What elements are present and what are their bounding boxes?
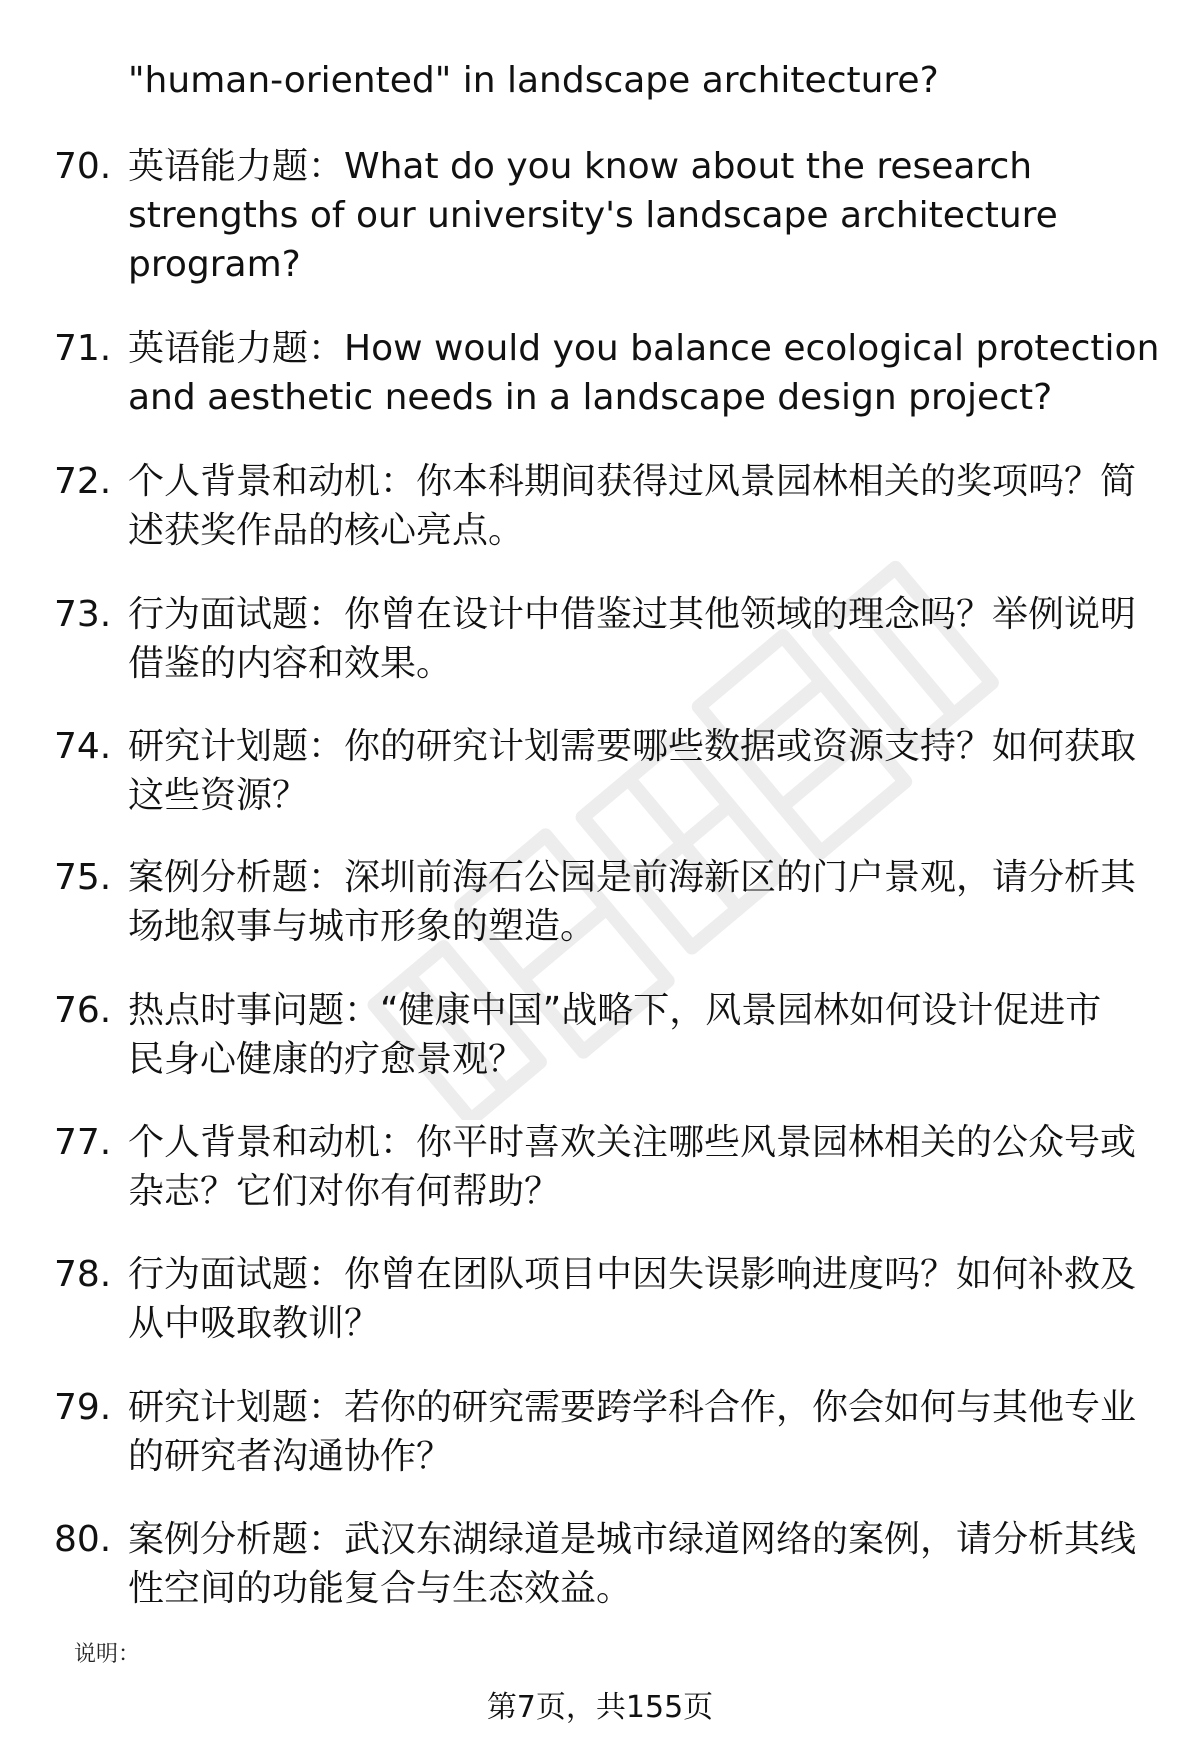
question-number: 77.	[54, 1122, 112, 1163]
question-text	[128, 1118, 1140, 1216]
question-line: 民身心健康的疗愈景观？	[128, 1039, 525, 1080]
question-number: 75.	[54, 857, 112, 898]
question-line: 性空间的功能复合与生态效益。	[128, 1568, 633, 1609]
question-line: 研究计划题：你的研究计划需要哪些数据或资源支持？如何获取	[128, 726, 1137, 767]
question-line: 案例分析题：武汉东湖绿道是城市绿道网络的案例，请分析其线	[128, 1519, 1137, 1560]
question-number: 72.	[54, 461, 112, 502]
question-line: 热点时事问题：“健康中国”战略下，风景园林如何设计促进市	[128, 990, 1102, 1031]
question-line: 这些资源？	[128, 775, 309, 816]
question-text	[128, 590, 1140, 688]
question-number: 71.	[54, 328, 112, 369]
question-text	[128, 142, 1140, 289]
question-line: 个人背景和动机：你本科期间获得过风景园林相关的奖项吗？简	[128, 461, 1137, 502]
question-text	[128, 986, 1140, 1084]
question-number: 80.	[54, 1519, 112, 1560]
question-text	[128, 1515, 1140, 1613]
question-number: 76.	[54, 990, 112, 1031]
question-line: 的研究者沟通协作？	[128, 1436, 453, 1477]
question-line: and aesthetic needs in a landscape design project?	[128, 377, 1053, 418]
question-line: 英语能力题：How would you balance ecological protection	[128, 328, 1160, 369]
question-text	[128, 1250, 1140, 1348]
question-line: 杂志？它们对你有何帮助？	[128, 1171, 561, 1212]
question-number: 74.	[54, 726, 112, 767]
question-number: 79.	[54, 1387, 112, 1428]
question-line: 场地叙事与城市形象的塑造。	[128, 906, 597, 947]
question-line: 行为面试题：你曾在团队项目中因失误影响进度吗？如何补救及	[128, 1254, 1137, 1295]
question-line: 借鉴的内容和效果。	[128, 643, 453, 684]
question-number: 73.	[54, 594, 112, 635]
question-line: 个人背景和动机：你平时喜欢关注哪些风景园林相关的公众号或	[128, 1122, 1137, 1163]
question-number: 78.	[54, 1254, 112, 1295]
question-text	[128, 722, 1140, 820]
question-line: 研究计划题：若你的研究需要跨学科合作，你会如何与其他专业	[128, 1387, 1137, 1428]
question-line: 述获奖作品的核心亮点。	[128, 510, 525, 551]
note-label: 说明：	[74, 1642, 141, 1667]
question-text	[128, 56, 1140, 105]
question-text	[128, 324, 1160, 422]
question-text	[128, 457, 1140, 555]
question-text	[128, 853, 1140, 951]
question-line: program?	[128, 244, 301, 285]
page-number: 第7页，共155页	[486, 1690, 714, 1725]
question-line: "human-oriented" in landscape architecture?	[128, 60, 939, 101]
question-text	[128, 1383, 1140, 1481]
question-line: 案例分析题：深圳前海石公园是前海新区的门户景观，请分析其	[128, 857, 1137, 898]
question-line: 从中吸取教训？	[128, 1303, 381, 1344]
question-line: 行为面试题：你曾在设计中借鉴过其他领域的理念吗？举例说明	[128, 594, 1137, 635]
question-line: strengths of our university's landscape architecture	[128, 195, 1058, 236]
question-number: 70.	[54, 146, 112, 187]
question-line: 英语能力题：What do you know about the research	[128, 146, 1033, 187]
